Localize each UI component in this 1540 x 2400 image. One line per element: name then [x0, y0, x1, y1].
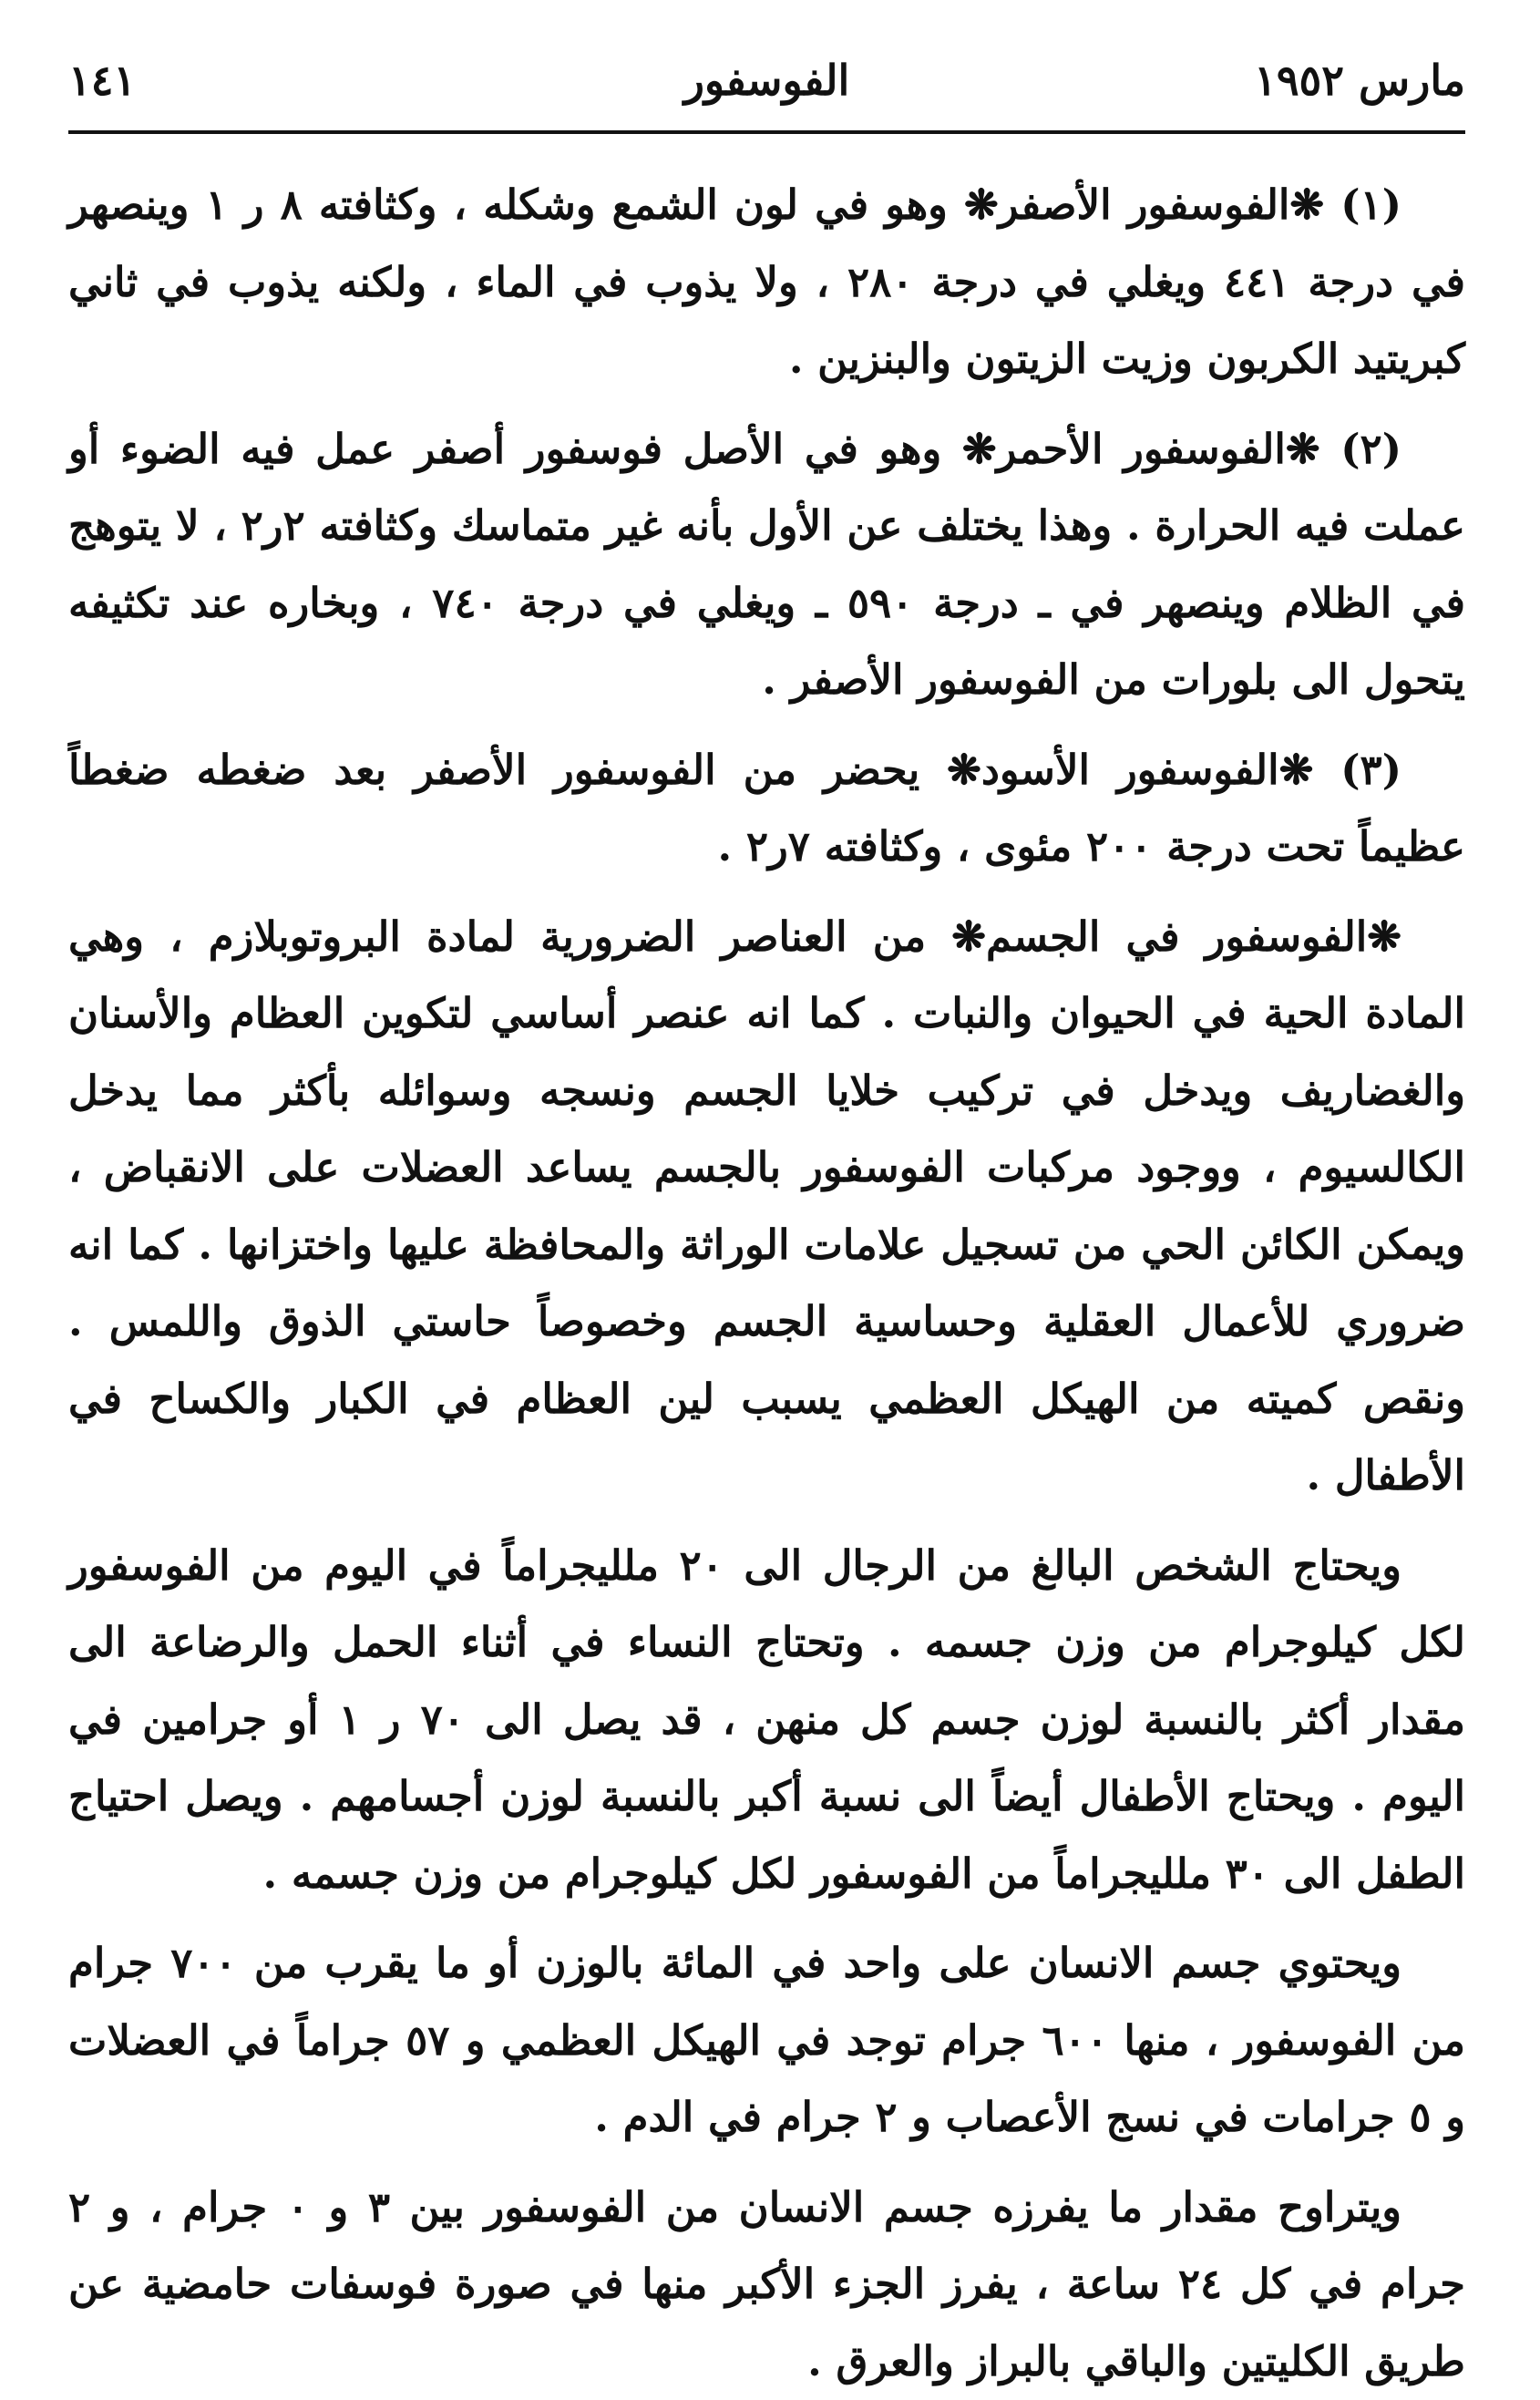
paragraph-red-phosphorus: (٢) ❋الفوسفور الأحمر❋ وهو في الأصل فوسفور أصفر عمل فيه الضوء أو عملت فيه الحرارة . وهذا يختلف عن الأول بأنه غير متماسك وكثافته ٢ر٢ ، لا يتوهج في الظلام وينصهر في ـ درجة ٥٩٠ ـ ويغلي في درجة ٧٤٠ ، وبخاره عند تكثيفه يتحول الى بلورات من الفوسفور الأصفر . [68, 411, 1465, 719]
paragraph-daily-requirement: ويحتاج الشخص البالغ من الرجال الى ٢٠ ملليجراماً في اليوم من الفوسفور لكل كيلوجرام من وزن جسمه . وتحتاج النساء في أثناء الحمل والرضاعة الى مقدار أكثر بالنسبة لوزن جسم كل منهن ، قد يصل الى ٧٠ ر ١ أو جرامين في اليوم . ويحتاج الأطفال أيضاً الى نسبة أكبر بالنسبة لوزن أجسامهم . ويصل احتياج الطفل الى ٣٠ ملليجراماً من الفوسفور لكل كيلوجرام من وزن جسمه . [68, 1528, 1465, 1913]
paragraph-yellow-phosphorus: (١) ❋الفوسفور الأصفر❋ وهو في لون الشمع وشكله ، وكثافته ٨ ر ١ وينصهر في درجة ٤٤١ ويغلي في درجة ٢٨٠ ، ولا يذوب في الماء ، ولكنه يذوب في ثاني كبريتيد الكربون وزيت الزيتون والبنزين . [68, 167, 1465, 398]
paragraph-excretion: ويتراوح مقدار ما يفرزه جسم الانسان من الفوسفور بين ٣ و ٠ جرام ، و ٢ جرام في كل ٢٤ ساعة ، يفرز الجزء الأكبر منها في صورة فوسفات حامضية عن طريق الكليتين والباقي بالبراز والعرق . [68, 2169, 1465, 2400]
running-title: الفوسفور [68, 56, 1465, 105]
page-number: ١٤١ [68, 56, 136, 105]
paragraph-phosphorus-in-body: ❋الفوسفور في الجسم❋ من العناصر الضرورية لمادة البروتوبلازم ، وهي المادة الحية في الحيوان والنبات . كما انه عنصر أساسي لتكوين العظام والأسنان والغضاريف ويدخل في تركيب خلايا الجسم ونسجه وسوائله بأكثر مما يدخل الكالسيوم ، ووجود مركبات الفوسفور بالجسم يساعد العضلات على الانقباض ، ويمكن الكائن الحي من تسجيل علامات الوراثة والمحافظة عليها واختزانها . كما انه ضروري للأعمال العقلية وحساسية الجسم وخصوصاً حاستي الذوق واللمس . ونقص كميته من الهيكل العظمي يسبب لين العظام في الكبار والكساح في الأطفال . [68, 899, 1465, 1515]
issue-date: مارس ١٩٥٢ [1254, 56, 1465, 105]
paragraph-body-content: ويحتوي جسم الانسان على واحد في المائة بالوزن أو ما يقرب من ٧٠٠ جرام من الفوسفور ، منها ٦٠٠ جرام توجد في الهيكل العظمي و ٥٧ جراماً في العضلات و ٥ جرامات في نسج الأعصاب و ٢ جرام في الدم . [68, 1925, 1465, 2157]
paragraph-black-phosphorus: (٣) ❋الفوسفور الأسود❋ يحضر من الفوسفور الأصفر بعد ضغطه ضغطاً عظيماً تحت درجة ٢٠٠ مئوى ، وكثافته ٧ر٢ . [68, 732, 1465, 886]
page-header [68, 50, 1465, 114]
header-rule [68, 130, 1465, 134]
